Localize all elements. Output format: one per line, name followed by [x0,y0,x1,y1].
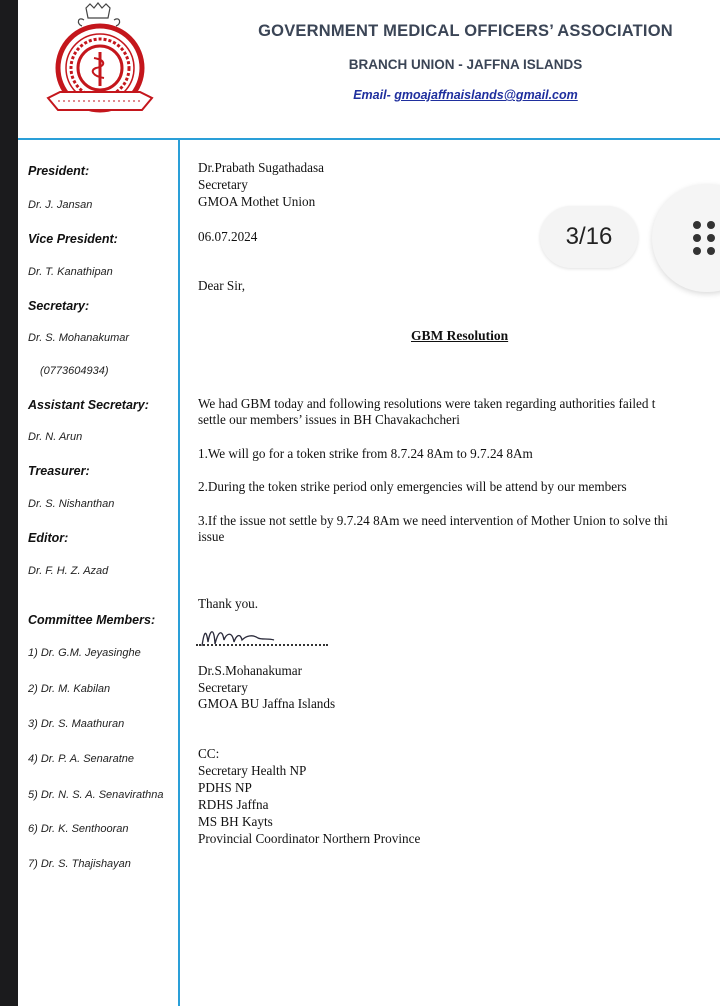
email-prefix: Email- [353,88,395,102]
committee-label: Committee Members: [28,613,156,627]
intro-line-1: We had GBM today and following resolutions were taken regarding authorities failed t [198,396,656,411]
letter-date: 06.07.2024 [198,229,258,244]
editor-name: Dr. F. H. Z. Azad [28,565,109,577]
org-email [178,88,720,102]
committee-member: 1) Dr. G.M. Jeyasinghe [28,647,141,659]
secretary-label: Secretary: [28,299,90,313]
page-counter[interactable]: 3/16 [540,206,638,268]
viewer-dark-edge [0,0,18,1006]
signature-icon [198,618,288,654]
committee-member: 5) Dr. N. S. A. Senavirathna [28,789,164,801]
cc-label: CC: [198,746,220,761]
gmoa-logo-icon [38,2,160,122]
cc-recipient: PDHS NP [198,780,252,795]
recipient-name: Dr.Prabath Sugathadasa [198,160,324,175]
signer-name: Dr.S.Mohanakumar [198,663,303,678]
secretary-name: Dr. S. Mohanakumar [28,332,130,344]
letter-subject: GBM Resolution [411,328,509,343]
committee-member: 6) Dr. K. Senthooran [28,823,129,835]
treasurer-label: Treasurer: [28,464,90,478]
salutation: Dear Sir, [198,278,246,293]
asst-secretary-label: Assistant Secretary: [28,398,149,412]
letter-page [18,0,720,1006]
signer-org: GMOA BU Jaffna Islands [198,696,336,711]
president-name: Dr. J. Jansan [28,199,93,211]
resolution-point-2: 2.During the token strike period only emergencies will be attend by our members [198,479,627,494]
grid-dots-icon [692,220,716,256]
cc-recipient: Provincial Coordinator Northern Province [198,831,421,846]
resolution-point-1: 1.We will go for a token strike from 8.7.24 8Am to 9.7.24 8Am [198,446,533,461]
email-link[interactable]: gmoajaffnaislands@gmail.com [394,88,578,102]
editor-label: Editor: [28,531,69,545]
committee-member: 2) Dr. M. Kabilan [28,683,111,695]
vice-president-label: Vice President: [28,232,118,246]
column-divider [178,140,180,1006]
cc-recipient: RDHS Jaffna [198,797,269,812]
secretary-phone: (0773604934) [40,365,109,377]
president-label: President: [28,164,90,178]
resolution-point-3-cont: issue [198,529,225,544]
org-title: GOVERNMENT MEDICAL OFFICERS’ ASSOCIATION [258,22,673,40]
intro-line-2: settle our members’ issues in BH Chavakachcheri [198,412,460,427]
recipient-org: GMOA Mothet Union [198,194,316,209]
cc-recipient: Secretary Health NP [198,763,307,778]
closing: Thank you. [198,596,259,611]
signature-line [196,644,328,648]
treasurer-name: Dr. S. Nishanthan [28,498,115,510]
committee-member: 7) Dr. S. Thajishayan [28,858,131,870]
asst-secretary-name: Dr. N. Arun [28,431,83,443]
resolution-point-3: 3.If the issue not settle by 9.7.24 8Am we need intervention of Mother Union to solve thi [198,513,668,528]
recipient-title: Secretary [198,177,248,192]
vice-president-name: Dr. T. Kanathipan [28,266,113,278]
org-branch: BRANCH UNION - JAFFNA ISLANDS [348,57,583,72]
cc-recipient: MS BH Kayts [198,814,273,829]
signer-title: Secretary [198,680,248,695]
committee-member: 4) Dr. P. A. Senaratne [28,753,134,765]
header-divider [18,138,720,140]
committee-member: 3) Dr. S. Maathuran [28,718,125,730]
